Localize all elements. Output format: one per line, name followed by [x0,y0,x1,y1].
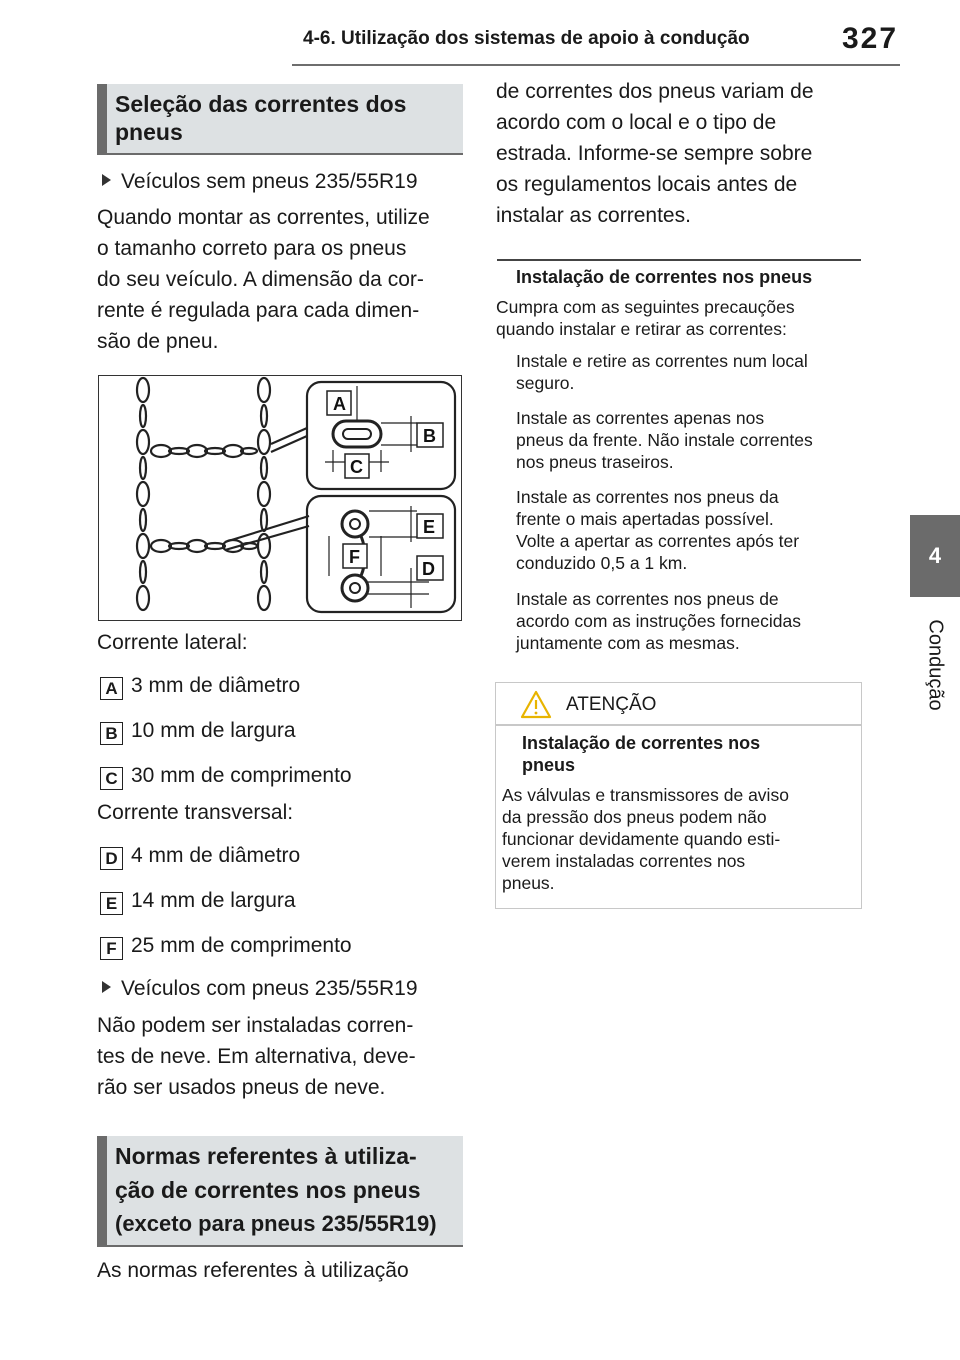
precaution-1: Instale e retire as correntes num local seguro. [516,351,808,393]
chain-dimension-figure [98,375,462,621]
figure-label-d: D [422,559,435,579]
figure-label-a: A [333,394,346,414]
triangle-bullet-icon [102,981,111,993]
chapter-label: Condução [924,619,947,711]
spec-b: B 10 mm de largura [100,718,296,745]
cross-chain-label: Corrente transversal: [97,801,294,824]
section-title-chain-rules: Normas referentes à utiliza- ção de correntes nos pneus (exceto para pneus 235/55R19) [97,1136,463,1247]
spec-a: A 3 mm de diâmetro [100,673,300,700]
figure-label-c: C [350,457,363,477]
paragraph-rules-cont: de correntes dos pneus variam de acordo com o local e o tipo de estrada. Informe-se sempre sobre os regulamentos locais antes de instalar as correntes. [496,80,814,227]
paragraph-no-chains: Não podem ser instaladas corren- tes de neve. Em alternativa, deve- rão ser usados pneus de neve. [97,1014,416,1099]
warning-title: Instalação de correntes nos pneus [522,733,761,775]
cross-chain-top [151,445,257,457]
precaution-2: Instale as correntes apenas nos pneus da frente. Não instale correntes nos pneus traseiros. [516,408,813,472]
install-rule [497,259,861,261]
install-intro: Cumpra com as seguintes precauções quando instalar e retirar as correntes: [496,297,795,339]
chain-diagram [99,376,461,619]
figure-label-f: F [349,547,360,567]
figure-label-b: B [423,426,436,446]
triangle-bullet-icon [102,174,111,186]
precaution-4: Instale as correntes nos pneus de acordo com as instruções fornecidas juntamente com as mesmas. [516,589,801,653]
spec-f: F 25 mm de comprimento [100,933,352,960]
page-number: 327 [842,22,899,55]
paragraph-rules-start: As normas referentes à utilização [97,1259,409,1282]
side-chain-left [137,378,149,610]
spec-c: C 30 mm de comprimento [100,763,352,790]
bullet-vehicles-without: Veículos sem pneus 235/55R19 [102,166,418,197]
paragraph-chain-size: Quando montar as correntes, utilize o tamanho correto para os pneus do seu veículo. A dimensão da cor- rente é regulada para cada dimen- são de pneu. [97,206,430,353]
warning-divider [496,724,861,726]
warning-heading: ATENÇÃO [566,694,657,715]
warning-triangle-icon [520,690,552,720]
chapter-tab: 4 [910,515,960,597]
warning-text: As válvulas e transmissores de aviso da pressão dos pneus podem não funcionar devidamente quando esti- verem instaladas correntes nos pneus. [502,785,789,893]
bullet-vehicles-with: Veículos com pneus 235/55R19 [102,973,418,1004]
spec-e: E 14 mm de largura [100,888,296,915]
header-section-title: 4-6. Utilização dos sistemas de apoio à condução [303,28,750,49]
side-chain-label: Corrente lateral: [97,631,248,654]
section-title-chain-selection: Seleção das correntes dos pneus [97,84,463,155]
spec-d: D 4 mm de diâmetro [100,843,300,870]
figure-label-e: E [423,517,436,537]
header-rule [292,64,900,66]
install-title: Instalação de correntes nos pneus [516,267,813,287]
precaution-3: Instale as correntes nos pneus da frente o mais apertadas possível. Volte a apertar as correntes após ter conduzido 0,5 a 1 km. [516,487,800,573]
side-chain-right [258,378,270,610]
